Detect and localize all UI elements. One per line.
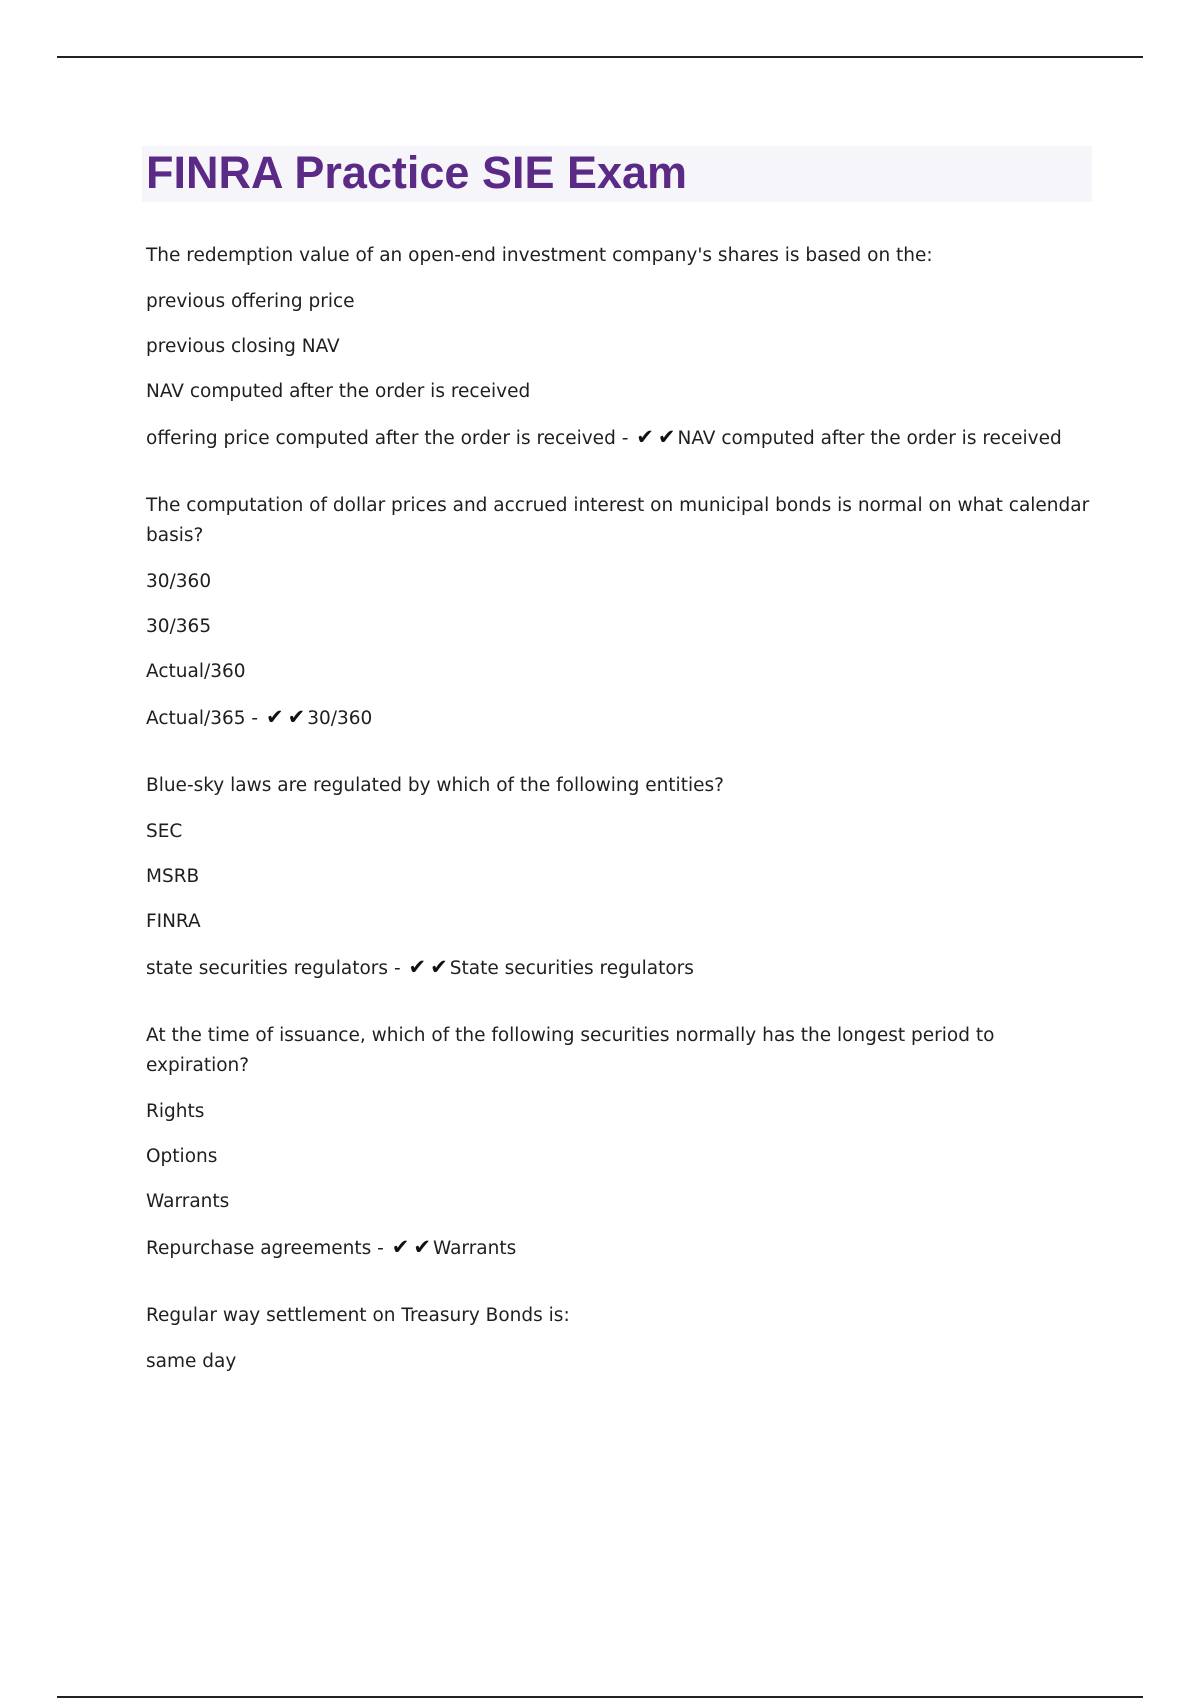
answer-option: FINRA xyxy=(146,911,201,932)
answer-option-with-key xyxy=(146,702,1096,734)
checkmark-icon: ✔ xyxy=(408,955,427,979)
checkmark-icon: ✔ xyxy=(636,425,654,449)
answer-option: same day xyxy=(146,1351,237,1372)
answer-option-text: offering price computed after the order is received xyxy=(146,428,616,449)
answer-option: SEC xyxy=(146,821,183,842)
document-title: FINRA Practice SIE Exam xyxy=(146,147,688,198)
correct-answer: NAV computed after the order is received xyxy=(677,428,1062,449)
correct-answer: State securities regulators xyxy=(449,958,694,979)
answer-option: Options xyxy=(146,1146,218,1167)
answer-option: NAV computed after the order is received xyxy=(146,381,531,402)
answer-option: Actual/360 xyxy=(146,661,246,682)
footer-rule xyxy=(57,1696,1143,1698)
answer-option-text: Repurchase agreements xyxy=(146,1238,372,1259)
question-block xyxy=(146,241,1096,454)
separator: - xyxy=(621,428,629,449)
answer-option: MSRB xyxy=(146,866,200,887)
answer-option-with-key xyxy=(146,422,1096,454)
header-rule xyxy=(57,56,1143,58)
question-text: Blue-sky laws are regulated by which of the following entities? xyxy=(146,775,724,796)
question-text: The redemption value of an open-end investment company's shares is based on the: xyxy=(146,245,933,266)
answer-option-text: state securities regulators xyxy=(146,958,389,979)
separator: - xyxy=(251,708,259,729)
checkmark-icon: ✔ xyxy=(391,1235,410,1259)
checkmark-icon: ✔ xyxy=(430,955,448,979)
answer-option: Rights xyxy=(146,1101,205,1122)
question-text: Regular way settlement on Treasury Bonds is: xyxy=(146,1305,570,1326)
answer-option: previous offering price xyxy=(146,291,355,312)
answer-option: previous closing NAV xyxy=(146,336,340,357)
correct-answer: Warrants xyxy=(432,1238,517,1259)
correct-answer: 30/360 xyxy=(307,708,373,729)
checkmark-icon: ✔ xyxy=(413,1235,431,1259)
question-text: The computation of dollar prices and accrued interest on municipal bonds is normal on what calendar basis? xyxy=(146,495,1090,546)
question-block xyxy=(146,771,1096,984)
answer-option-with-key xyxy=(146,952,1096,984)
separator: - xyxy=(377,1238,384,1259)
answer-option: 30/360 xyxy=(146,571,212,592)
question-block xyxy=(146,1301,1096,1377)
answer-option-with-key xyxy=(146,1232,1096,1264)
checkmark-icon: ✔ xyxy=(657,425,676,449)
question-block xyxy=(146,491,1096,734)
answer-option-text: Actual/365 xyxy=(146,708,246,729)
answer-option: 30/365 xyxy=(146,616,212,637)
separator: - xyxy=(393,958,401,979)
question-text: At the time of issuance, which of the following securities normally has the longest period to expiration? xyxy=(146,1025,995,1076)
checkmark-icon: ✔ xyxy=(265,705,284,729)
answer-option: Warrants xyxy=(146,1191,230,1212)
checkmark-icon: ✔ xyxy=(287,705,306,729)
question-list xyxy=(146,241,1096,1414)
question-block xyxy=(146,1021,1096,1264)
